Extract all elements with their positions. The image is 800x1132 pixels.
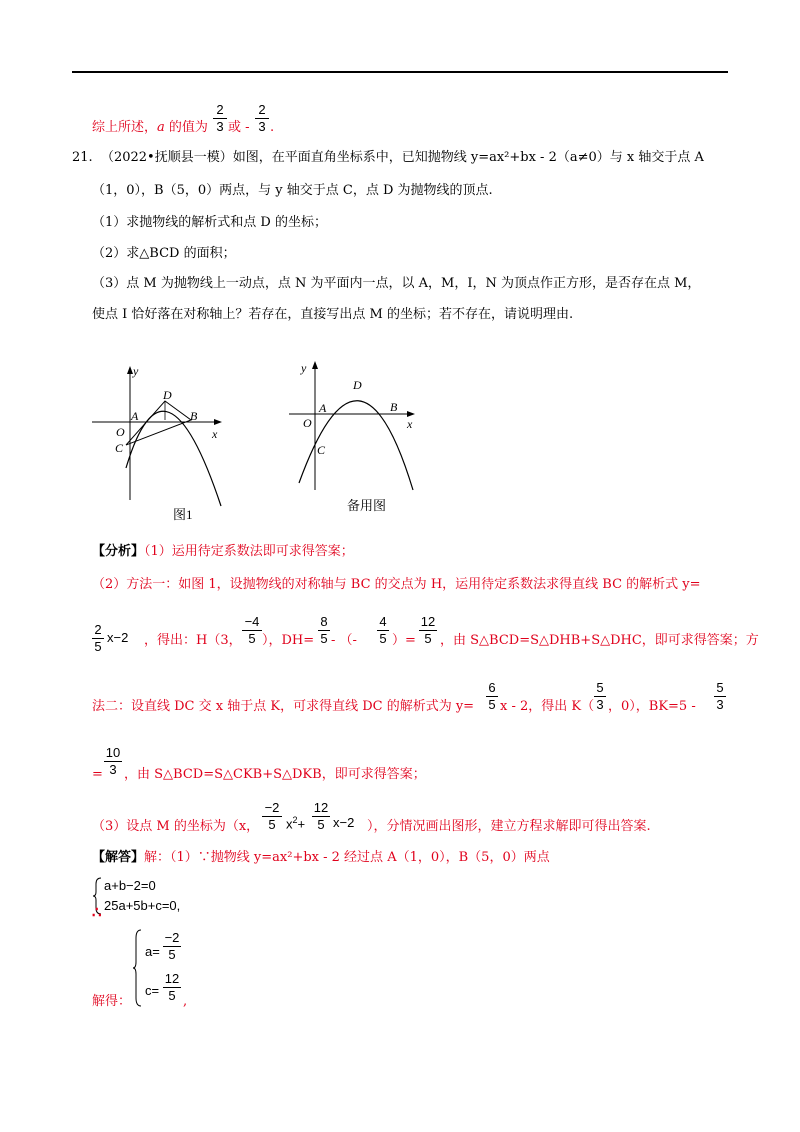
analysis-got-h: ，得出：H（3， <box>144 633 242 648</box>
fig1-label-b: B <box>190 409 198 423</box>
fig1-caption: 图1 <box>173 507 193 522</box>
analysis-p3-mid: x - 2，得出 K（ <box>500 699 595 714</box>
x-minus-2: x−2 <box>333 815 355 830</box>
solution-tag: 【解答】 <box>92 850 145 865</box>
fig2-label-x: x <box>407 417 413 431</box>
solution-line-1: 【解答】解：（1）∵抛物线 y=ax²+bx - 2 经过点 A（1，0），B（5，0）两点 <box>92 850 550 865</box>
analysis-dh: ），DH= <box>262 633 315 648</box>
analysis-eq: ）= <box>392 633 416 648</box>
fig1-x-arrow <box>214 419 222 425</box>
fig1-label-d: D <box>163 388 172 402</box>
system-eq-2: 25a+5b+c=0, <box>104 898 181 913</box>
fig2-label-d: D <box>353 378 362 392</box>
frac-10-3: 10 3 <box>105 745 121 777</box>
question-3b: 使点 I 恰好落在对称轴上？若存在，直接写出点 M 的坐标；若不存在，请说明理由. <box>92 307 574 322</box>
frac-minus-4-5: −4 5 <box>242 615 262 646</box>
solution-c-eq: c= <box>145 983 160 998</box>
frac-12-5-b: 12 5 <box>313 800 329 832</box>
frac-sol-a: −2 5 <box>164 930 180 962</box>
fig1-label-x: x <box>212 427 218 441</box>
frac-5-3-a: 5 3 <box>594 681 606 712</box>
frac-5-3-b: 5 3 <box>714 681 726 712</box>
analysis-tag: 【分析】 <box>92 544 145 559</box>
conclusion-prefix: 综上所述， <box>92 120 158 135</box>
frac-8-5: 8 5 <box>318 615 330 646</box>
fig1-label-o: O <box>116 425 125 439</box>
conclusion-var: a <box>157 120 165 135</box>
analysis-p2-tail: ，由 S△BCD=S△DHB+S△DHC，即可求得答案；方 <box>440 633 759 648</box>
fig2-caption: 备用图 <box>347 498 387 513</box>
frac-minus-2-5: −2 5 <box>262 801 282 832</box>
analysis-p5-pre: （3）设点 M 的坐标为（x， <box>92 819 260 834</box>
problem-source: （2022•抚顺县一模） <box>100 150 233 165</box>
frac-12-5: 12 5 <box>420 614 436 646</box>
analysis-p4: ，由 S△BCD=S△CKB+S△DKB，即可求得答案； <box>124 767 426 782</box>
system-eq-1: a+b−2=0 <box>104 878 156 893</box>
analysis-minus: - （- <box>331 633 357 648</box>
solve-label: 解得： <box>92 994 132 1009</box>
conclusion-line <box>92 119 208 137</box>
fig1-label-a: A <box>131 409 139 423</box>
analysis-p5-tail: ），分情况画出图形，建立方程求解即可得出答案. <box>367 819 651 834</box>
conclusion-end: . <box>270 120 275 135</box>
problem-text-1: 如图，在平面直角坐标系中，已知抛物线 y=ax²+bx - 2（a≠0）与 x 轴交于点 A <box>232 150 704 165</box>
figure-1 <box>90 358 250 528</box>
question-1: （1）求抛物线的解析式和点 D 的坐标； <box>92 215 327 230</box>
frac-4-5: 4 5 <box>377 615 389 646</box>
fig2-label-a: A <box>319 401 327 415</box>
question-2: （2）求△BCD 的面积； <box>92 246 236 261</box>
fig1-parabola <box>126 411 221 506</box>
system-brace-2 <box>133 928 143 1008</box>
analysis-p3-mid2: ，0），BK=5 - <box>608 699 696 714</box>
frac-6-5: 6 5 <box>486 681 498 712</box>
fig2-label-c: C <box>317 443 326 457</box>
header-rule <box>72 71 728 73</box>
conclusion-or: 或 - <box>228 120 250 135</box>
fig2-label-o: O <box>303 416 312 430</box>
problem-number: 21. <box>72 150 93 165</box>
problem-line-2: （1，0），B（5，0）两点，与 y 轴交于点 C，点 D 为抛物线的顶点. <box>92 183 493 198</box>
frac-two-thirds-a: 2 3 <box>213 103 227 134</box>
analysis-p3: 法二：设直线 DC 交 x 轴于点 K，可求得直线 DC 的解析式为 y= <box>92 699 475 714</box>
conclusion-mid: 的值为 <box>164 120 208 135</box>
question-3a: （3）点 M 为抛物线上一动点，点 N 为平面内一点，以 A，M，I，N 为顶点作正方形，是否存在点 M， <box>92 276 701 291</box>
fig2-y-arrow <box>312 361 318 369</box>
fig1-triangle-bcd <box>126 401 191 445</box>
solution-end: , <box>183 994 188 1009</box>
x-squared: $x^2+$ <box>286 815 306 832</box>
analysis-p1: 【分析】（1）运用待定系数法即可求得答案； <box>92 544 354 559</box>
fig1-label-y: y <box>133 364 139 378</box>
therefore-symbol: ∴ <box>92 903 102 921</box>
analysis-p2: （2）方法一：如图 1，设抛物线的对称轴与 BC 的交点为 H，运用待定系数法求得直线 BC 的解析式 y= <box>92 577 701 592</box>
problem-line-1 <box>72 149 704 167</box>
fig2-label-b: B <box>390 400 398 414</box>
line-bc-expr: x−2 <box>107 630 129 645</box>
fig2-label-y: y <box>301 361 307 375</box>
frac-2-5: 2 5 <box>92 623 104 654</box>
figure-2 <box>285 355 435 520</box>
analysis-p4-eq: = <box>92 767 103 782</box>
fig1-label-c: C <box>115 441 124 455</box>
frac-two-thirds-b: 2 3 <box>255 103 269 134</box>
solution-a-eq: a= <box>145 944 160 959</box>
frac-sol-c: 12 5 <box>164 971 180 1003</box>
